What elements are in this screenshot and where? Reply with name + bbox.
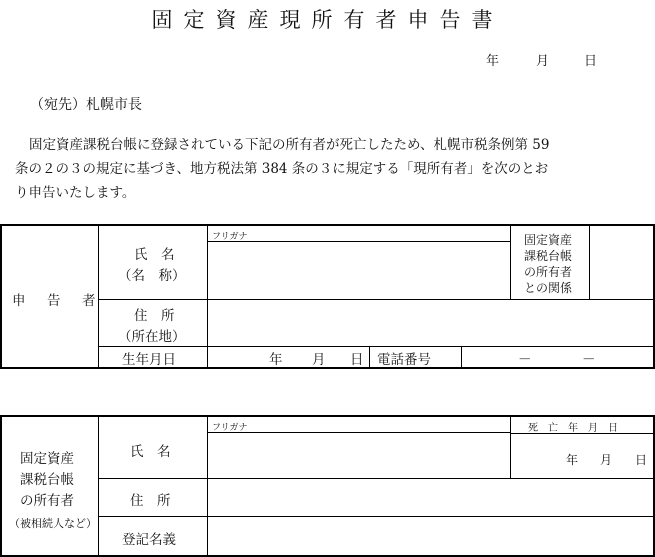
phone-field[interactable]: [462, 347, 652, 367]
owner-furigana-field[interactable]: [208, 418, 509, 431]
intro-text: [15, 133, 635, 205]
owner-section-label-1: 固定資産: [20, 451, 74, 467]
death-date-field[interactable]: [511, 434, 652, 477]
declarant-furigana-field[interactable]: [208, 227, 509, 240]
declarant-address-field[interactable]: [208, 300, 652, 345]
owner-section-label-3: の所有者: [20, 493, 74, 509]
intro-line-3: り申告いたします。: [15, 185, 136, 201]
registry-name-field[interactable]: [208, 517, 652, 554]
birth-year-label: 年: [269, 352, 283, 368]
birth-month-label: 月: [312, 352, 326, 368]
intro-line-1: 固定資産課税台帳に登録されている下記の所有者が死亡したため、札幌市税条例第 59: [29, 137, 550, 153]
date-year-label: 年: [486, 54, 500, 69]
declarant-section-label: 申 告 者: [12, 293, 100, 309]
declarant-name-field[interactable]: [208, 242, 509, 298]
death-month-label: 月: [600, 453, 613, 467]
relation-field[interactable]: [590, 227, 652, 298]
birthdate-label: 生年月日: [122, 352, 176, 368]
owner-section-sub: （被相続人など）: [9, 517, 97, 530]
addressee: （宛先）札幌市長: [30, 97, 142, 113]
date-day-label: 日: [584, 54, 598, 69]
owner-address-label: 住 所: [130, 493, 171, 509]
relation-label-3: の所有者: [524, 265, 573, 279]
owner-name-label: 氏 名: [130, 444, 171, 460]
phone-label: 電話番号: [377, 352, 431, 368]
relation-label-4: との関係: [524, 281, 573, 295]
death-date-header: 死 亡 年 月 日: [528, 423, 618, 434]
birthdate-field[interactable]: [208, 347, 368, 367]
phone-dash-1: －: [518, 352, 532, 368]
phone-dash-2: －: [582, 352, 596, 368]
birth-day-label: 日: [350, 352, 364, 368]
declarant-address-sub: （所在地）: [118, 329, 186, 345]
declarant-furigana-label: フリガナ: [212, 232, 248, 242]
declarant-name-label: 氏 名: [134, 247, 175, 263]
owner-section-label-2: 課税台帳: [20, 472, 74, 488]
death-day-label: 日: [635, 453, 648, 467]
registry-name-label: 登記名義: [122, 532, 176, 548]
page-title: 固定資産現所有者申告書: [151, 8, 504, 32]
declarant-address-label: 住 所: [134, 308, 175, 324]
relation-label-1: 固定資産: [524, 233, 573, 247]
owner-name-field[interactable]: [208, 433, 509, 477]
declarant-name-sub: （名 称）: [118, 268, 186, 284]
intro-line-2: 条の２の３の規定に基づき、地方税法第 384 条の３に規定する「現所有者」を次のとお: [15, 161, 549, 177]
relation-label-2: 課税台帳: [524, 249, 573, 263]
owner-furigana-label: フリガナ: [212, 423, 248, 433]
death-year-label: 年: [566, 453, 579, 467]
owner-address-field[interactable]: [208, 479, 652, 515]
date-month-label: 月: [536, 54, 550, 69]
